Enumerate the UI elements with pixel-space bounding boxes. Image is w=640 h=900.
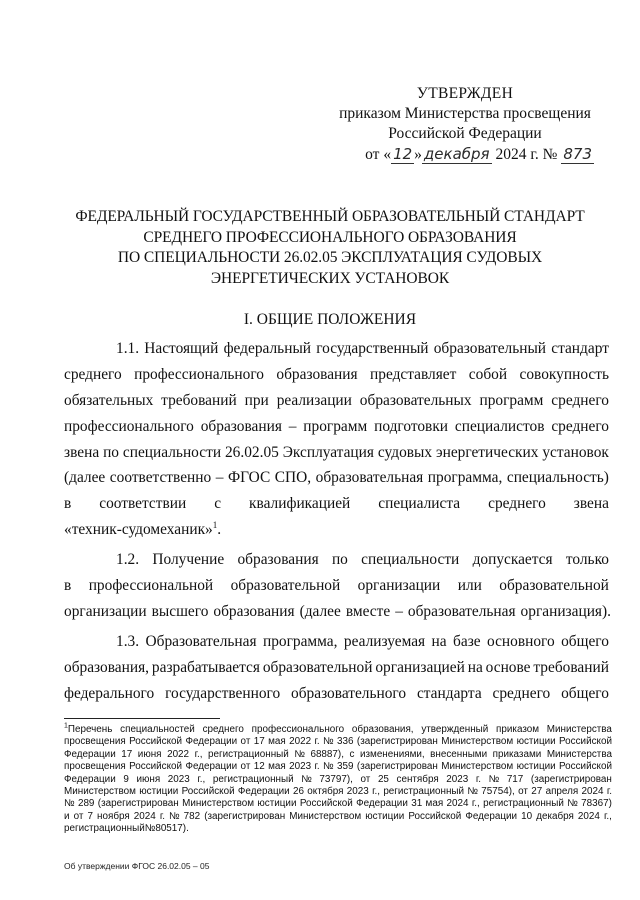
word: ФГОС <box>227 469 271 487</box>
word: № <box>144 823 156 835</box>
word: г. <box>159 810 165 822</box>
section-heading: I. ОБЩИЕ ПОЛОЖЕНИЯ <box>243 311 417 328</box>
word: с <box>214 495 222 513</box>
word: обязательных <box>64 391 154 409</box>
word: высшего <box>151 602 209 620</box>
word: 289 <box>77 798 95 810</box>
word: и <box>64 810 70 822</box>
footnote-line <box>64 724 612 736</box>
word: 7 <box>87 810 93 822</box>
word: от <box>360 773 371 785</box>
body-line <box>64 547 609 573</box>
word: Российской <box>408 810 462 822</box>
word: 2024 <box>577 810 600 822</box>
word: программ <box>303 417 368 435</box>
handwritten-month: декабря <box>423 145 490 163</box>
word: от <box>240 736 251 748</box>
word: 25 <box>377 773 389 785</box>
word: № <box>64 798 75 810</box>
body-text <box>64 336 609 706</box>
word: среднего <box>551 391 609 409</box>
word: от <box>240 761 251 773</box>
word: судовых <box>377 443 433 461</box>
word: Федерации <box>185 736 238 748</box>
word: 75754), <box>481 786 515 798</box>
word: государственного <box>165 684 281 702</box>
date-mid: » <box>414 146 422 163</box>
word: образовательная <box>407 602 516 620</box>
word: Российской <box>299 798 353 810</box>
word: 27 <box>531 786 543 798</box>
word: июня <box>136 773 161 785</box>
word: реализуемая <box>343 632 426 650</box>
word: организации <box>64 602 147 620</box>
word: реализации <box>276 391 352 409</box>
word: Федерации <box>185 761 238 773</box>
footnote-line <box>64 811 612 823</box>
word: 359 <box>337 761 354 773</box>
body-line <box>64 465 609 491</box>
word: образования, <box>64 658 150 676</box>
word: установок <box>542 443 609 461</box>
word: 1.2. <box>116 551 140 569</box>
word: 2024 <box>446 798 469 810</box>
word: Министерства <box>546 724 612 735</box>
body-line <box>64 599 609 625</box>
word: представляет <box>370 365 457 383</box>
word: № <box>169 810 180 822</box>
word: образовательный <box>433 340 547 357</box>
word: Министерством <box>441 761 514 773</box>
word: Федерации <box>465 810 518 822</box>
word: среднего <box>64 365 122 383</box>
word: г. <box>475 773 481 785</box>
word: программа, <box>427 469 503 487</box>
footnote-marker: 1 <box>64 722 68 730</box>
word: Образовательная <box>145 632 257 650</box>
word: г. <box>606 786 612 798</box>
word: Российской <box>129 761 183 773</box>
date-year: 2024 г. № <box>491 146 562 163</box>
word: Федерации <box>356 798 408 810</box>
footnote-line <box>64 774 612 786</box>
word: Российской <box>129 736 183 748</box>
word: Министерством <box>441 736 514 748</box>
word: № <box>301 773 312 785</box>
word: вместе <box>345 602 391 620</box>
word: (далее <box>299 602 341 620</box>
word: энергетических <box>435 443 539 461</box>
word: мая <box>268 761 286 773</box>
word: собой <box>468 365 508 383</box>
word: Получение <box>152 551 225 569</box>
approval-country: Российской Федерации <box>388 125 542 142</box>
word: 717 <box>506 773 524 785</box>
word: 12 <box>253 761 265 773</box>
word: СПО, <box>274 469 312 487</box>
word: Министерством <box>289 810 362 822</box>
word: 9 <box>123 773 129 785</box>
word: образования <box>200 417 282 435</box>
title-line: ФЕДЕРАЛЬНЫЙ ГОСУДАРСТВЕННЫЙ ОБРАЗОВАТЕЛЬНЫЙ СТАНДАРТ <box>75 208 585 225</box>
word: 1.3. <box>116 632 140 650</box>
word: 2022 <box>289 736 312 748</box>
word: Российской <box>181 786 235 798</box>
word: юстиции <box>516 761 556 773</box>
word: г., <box>194 748 203 760</box>
word: 17 <box>121 748 133 760</box>
word: регистрационный <box>212 773 294 785</box>
word: г., <box>603 810 612 822</box>
body-line <box>64 629 609 655</box>
word: 31 <box>411 798 423 810</box>
approval-date-line <box>330 144 600 165</box>
document-title <box>60 207 600 289</box>
word: 73797), <box>319 773 353 785</box>
word: образования <box>276 365 358 383</box>
word: июня <box>137 748 162 760</box>
body-line <box>64 681 609 707</box>
body-line <box>64 388 609 414</box>
word: основе <box>485 658 531 676</box>
word: № <box>294 748 305 760</box>
word: юстиции <box>365 810 405 822</box>
word: звена <box>573 495 609 513</box>
word: государственный <box>316 340 429 357</box>
word: среднего <box>488 495 546 513</box>
word: (зарегистрирован <box>356 736 438 748</box>
word: профессионального <box>64 417 194 435</box>
word: среднего <box>492 684 551 702</box>
footnote-marker: 1 <box>212 520 218 531</box>
word: общего <box>561 632 609 650</box>
word: 78367) <box>581 798 612 810</box>
word: 68887), <box>310 748 344 760</box>
word: «техник-судомеханик»$^1$. <box>64 520 222 539</box>
word: специальности <box>361 551 460 569</box>
word: регистрационный <box>64 823 145 835</box>
word: образования <box>237 551 319 569</box>
word: Российской <box>559 761 612 773</box>
word: общего <box>561 684 609 702</box>
word: изменениями, <box>359 748 425 760</box>
footnote <box>64 724 612 836</box>
footnote-line <box>64 736 612 748</box>
word: просвещения <box>64 736 126 748</box>
footnote-line <box>64 786 612 798</box>
word: г., <box>372 786 380 798</box>
title-line: СРЕДНЕГО ПРОФЕССИОНАЛЬНОГО ОБРАЗОВАНИЯ <box>143 228 517 246</box>
word: г., <box>471 798 480 810</box>
word: образовательной <box>230 577 341 595</box>
word: образовательной <box>499 577 609 595</box>
word: допускается <box>472 551 553 569</box>
word: № <box>323 761 334 773</box>
word: декабря <box>536 810 574 822</box>
word: апреля <box>545 786 579 798</box>
word: Российской <box>559 736 612 748</box>
word: – <box>215 469 224 487</box>
date-prefix: от « <box>365 146 392 163</box>
word: 1.1. <box>116 340 140 357</box>
word: требований <box>161 391 237 409</box>
word: мая <box>425 798 444 810</box>
word: программа, <box>262 632 338 650</box>
word: ноября <box>97 810 130 822</box>
word: юстиции <box>139 786 179 798</box>
body-line <box>64 440 609 466</box>
approval-authority: приказом Министерства просвещения <box>339 105 591 122</box>
word: на <box>467 658 483 676</box>
word: (далее <box>64 469 106 487</box>
word: просвещения <box>64 761 126 773</box>
word: Эксплуатация <box>282 443 374 461</box>
word: подготовки <box>374 417 449 435</box>
body-line <box>64 362 609 388</box>
word: по <box>103 443 119 461</box>
word: образовательного <box>291 684 407 702</box>
word: г., <box>197 773 206 785</box>
word: № <box>467 786 478 798</box>
word: 26 <box>292 786 304 798</box>
word: базе <box>453 632 481 650</box>
body-line <box>64 573 609 599</box>
word: октября <box>307 786 344 798</box>
word: специалистов <box>454 417 545 435</box>
word: 80517). <box>155 823 189 835</box>
word: с <box>349 748 355 760</box>
body-line <box>64 655 609 681</box>
handwritten-day: 12 <box>393 145 413 163</box>
word: звена <box>64 443 100 461</box>
word: – <box>395 602 403 620</box>
word: по <box>331 551 348 569</box>
word: основного <box>487 632 555 650</box>
body-line <box>64 336 609 362</box>
word: юстиции <box>257 798 297 810</box>
word: № <box>323 736 334 748</box>
word: 26.02.05 <box>224 443 279 461</box>
handwritten-order-number: 873 <box>563 145 592 163</box>
word: в <box>64 495 72 513</box>
word: Федерации <box>64 773 116 785</box>
word: организация). <box>520 602 611 620</box>
footnote-line <box>64 761 612 773</box>
word: от <box>73 810 84 822</box>
word: приказами <box>492 748 542 760</box>
word: профессионального <box>251 724 345 735</box>
word: № <box>567 798 578 810</box>
page-footer: Об утверждении ФГОС 26.02.05 – 05 <box>64 861 210 871</box>
word: 336 <box>337 736 354 748</box>
word: организацией <box>375 658 465 676</box>
word: мая <box>268 736 286 748</box>
word: Настоящий <box>144 340 219 357</box>
word: при <box>244 391 269 409</box>
word: стандарт <box>551 340 609 357</box>
word: соответственно <box>109 469 212 487</box>
word: образовательных <box>359 391 472 409</box>
word: 10 <box>521 810 533 822</box>
word: г. <box>314 761 320 773</box>
footnote-line <box>64 749 612 761</box>
word: приказом <box>496 724 540 735</box>
word: Федерации <box>237 786 290 798</box>
word: 2023 <box>346 786 369 798</box>
word: среднего <box>202 724 244 735</box>
word: образования, <box>351 724 414 735</box>
word: Федерации <box>64 748 116 760</box>
word: утвержденный <box>421 724 489 735</box>
word: образовательной <box>262 658 373 676</box>
word: регистрационный <box>483 798 564 810</box>
word: 2023 <box>167 773 190 785</box>
word: квалификацией <box>249 495 351 513</box>
word: специалиста <box>378 495 461 513</box>
title-line: ПО СПЕЦИАЛЬНОСТИ 26.02.05 ЭКСПЛУАТАЦИЯ СУДОВЫХ <box>117 249 543 266</box>
footnote-line <box>64 823 612 835</box>
word: федерального <box>64 684 155 702</box>
word: требований <box>533 658 609 676</box>
word: Министерством <box>64 786 136 798</box>
word: программ <box>479 391 544 409</box>
word: сентября <box>396 773 439 785</box>
word: специальностей <box>120 724 195 735</box>
word: регистрационный <box>208 748 289 760</box>
word: совокупность <box>519 365 609 383</box>
word: организации <box>357 577 441 595</box>
word: в <box>64 577 72 595</box>
word: 17 <box>253 736 265 748</box>
word: только <box>565 551 609 569</box>
word: $^1$Перечень <box>64 722 113 735</box>
word: № <box>488 773 500 785</box>
approval-title: УТВЕРЖДЕН <box>416 85 514 102</box>
word: федеральный <box>223 340 312 357</box>
body-line <box>64 517 609 543</box>
word: – <box>288 417 297 435</box>
word: профессионального <box>134 365 264 383</box>
word: 2022 <box>167 748 190 760</box>
word: юстиции <box>516 736 556 748</box>
word: (зарегистрирован <box>204 810 286 822</box>
word: внесенными <box>430 748 488 760</box>
word: 2024 <box>133 810 156 822</box>
word: (зарегистрирован <box>356 761 438 773</box>
word: среднего <box>551 417 609 435</box>
title-line: ЭНЕРГЕТИЧЕСКИХ УСТАНОВОК <box>210 269 450 287</box>
word: соответствии <box>99 495 187 513</box>
word: (зарегистрирован <box>97 798 179 810</box>
word: 2023 <box>289 761 312 773</box>
word: разрабатывается <box>151 658 260 676</box>
body-line <box>64 491 609 517</box>
word: 2023 <box>446 773 469 785</box>
body-line <box>64 414 609 440</box>
footnote-separator <box>64 718 220 719</box>
word: (зарегистрирован <box>530 773 612 785</box>
word: на <box>431 632 447 650</box>
word: 782 <box>183 810 201 822</box>
word: образовательная <box>315 469 424 487</box>
word: профессиональной <box>88 577 214 595</box>
approval-block <box>330 84 600 165</box>
word: образования <box>213 602 295 620</box>
word: специальность) <box>506 469 609 487</box>
word: или <box>457 577 482 595</box>
word: от <box>518 786 528 798</box>
word: Министерством <box>182 798 255 810</box>
word: 2024 <box>581 786 604 798</box>
word: г. <box>314 736 320 748</box>
word: стандарта <box>416 684 482 702</box>
word: Министерства <box>546 748 612 760</box>
word: специальности <box>122 443 222 461</box>
word: регистрационный <box>383 786 465 798</box>
footnote-line <box>64 798 612 810</box>
